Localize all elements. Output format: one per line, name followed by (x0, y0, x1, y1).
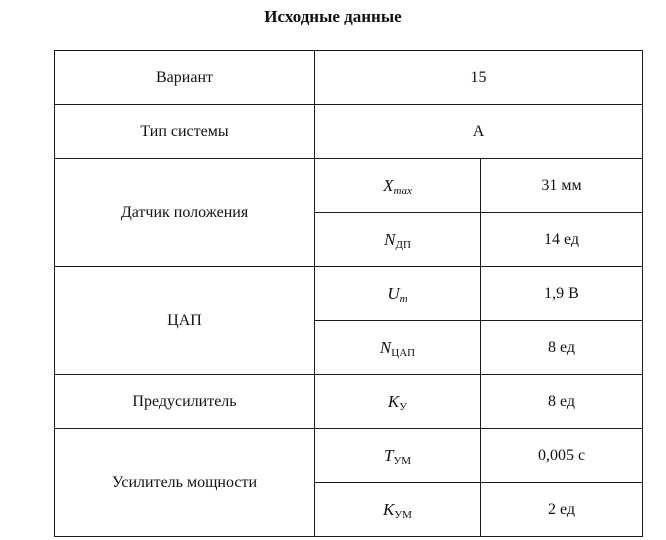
row-label-variant: Вариант (55, 51, 315, 105)
symbol-kum: $K_{УМ}$ (383, 499, 412, 521)
param-ndp (315, 213, 481, 267)
param-xmax (315, 159, 481, 213)
symbol-um: $U_m$ (387, 283, 408, 305)
value-ndac: 8 ед (481, 321, 643, 375)
row-label-dac: ЦАП (55, 267, 315, 375)
symbol-xmax: $X_{max}$ (383, 175, 412, 197)
param-kum (315, 483, 481, 537)
value-um: 1,9 В (481, 267, 643, 321)
page-title: Исходные данные (264, 7, 402, 26)
table-row (55, 51, 643, 105)
value-ndp: 14 ед (481, 213, 643, 267)
symbol-ky: $K_У$ (387, 391, 408, 413)
value-tum: 0,005 с (481, 429, 643, 483)
input-data-table (54, 50, 643, 537)
param-ky (315, 375, 481, 429)
value-system-type: А (315, 105, 643, 159)
table-row (55, 267, 643, 321)
table-row (55, 375, 643, 429)
row-label-preamp: Предусилитель (55, 375, 315, 429)
table-row (55, 159, 643, 213)
value-ky: 8 ед (481, 375, 643, 429)
value-xmax: 31 мм (481, 159, 643, 213)
param-ndac (315, 321, 481, 375)
symbol-ndp: $N_{ДП}$ (384, 229, 411, 251)
param-um (315, 267, 481, 321)
row-label-power-amp: Усилитель мощности (55, 429, 315, 537)
param-tum (315, 429, 481, 483)
symbol-ndac: $N_{ЦАП}$ (379, 337, 416, 359)
value-variant: 15 (315, 51, 643, 105)
row-label-position-sensor: Датчик положения (55, 159, 315, 267)
table-row (55, 429, 643, 483)
symbol-tum: $T_{УМ}$ (383, 445, 412, 467)
table-row (55, 105, 643, 159)
value-kum: 2 ед (481, 483, 643, 537)
row-label-system-type: Тип системы (55, 105, 315, 159)
